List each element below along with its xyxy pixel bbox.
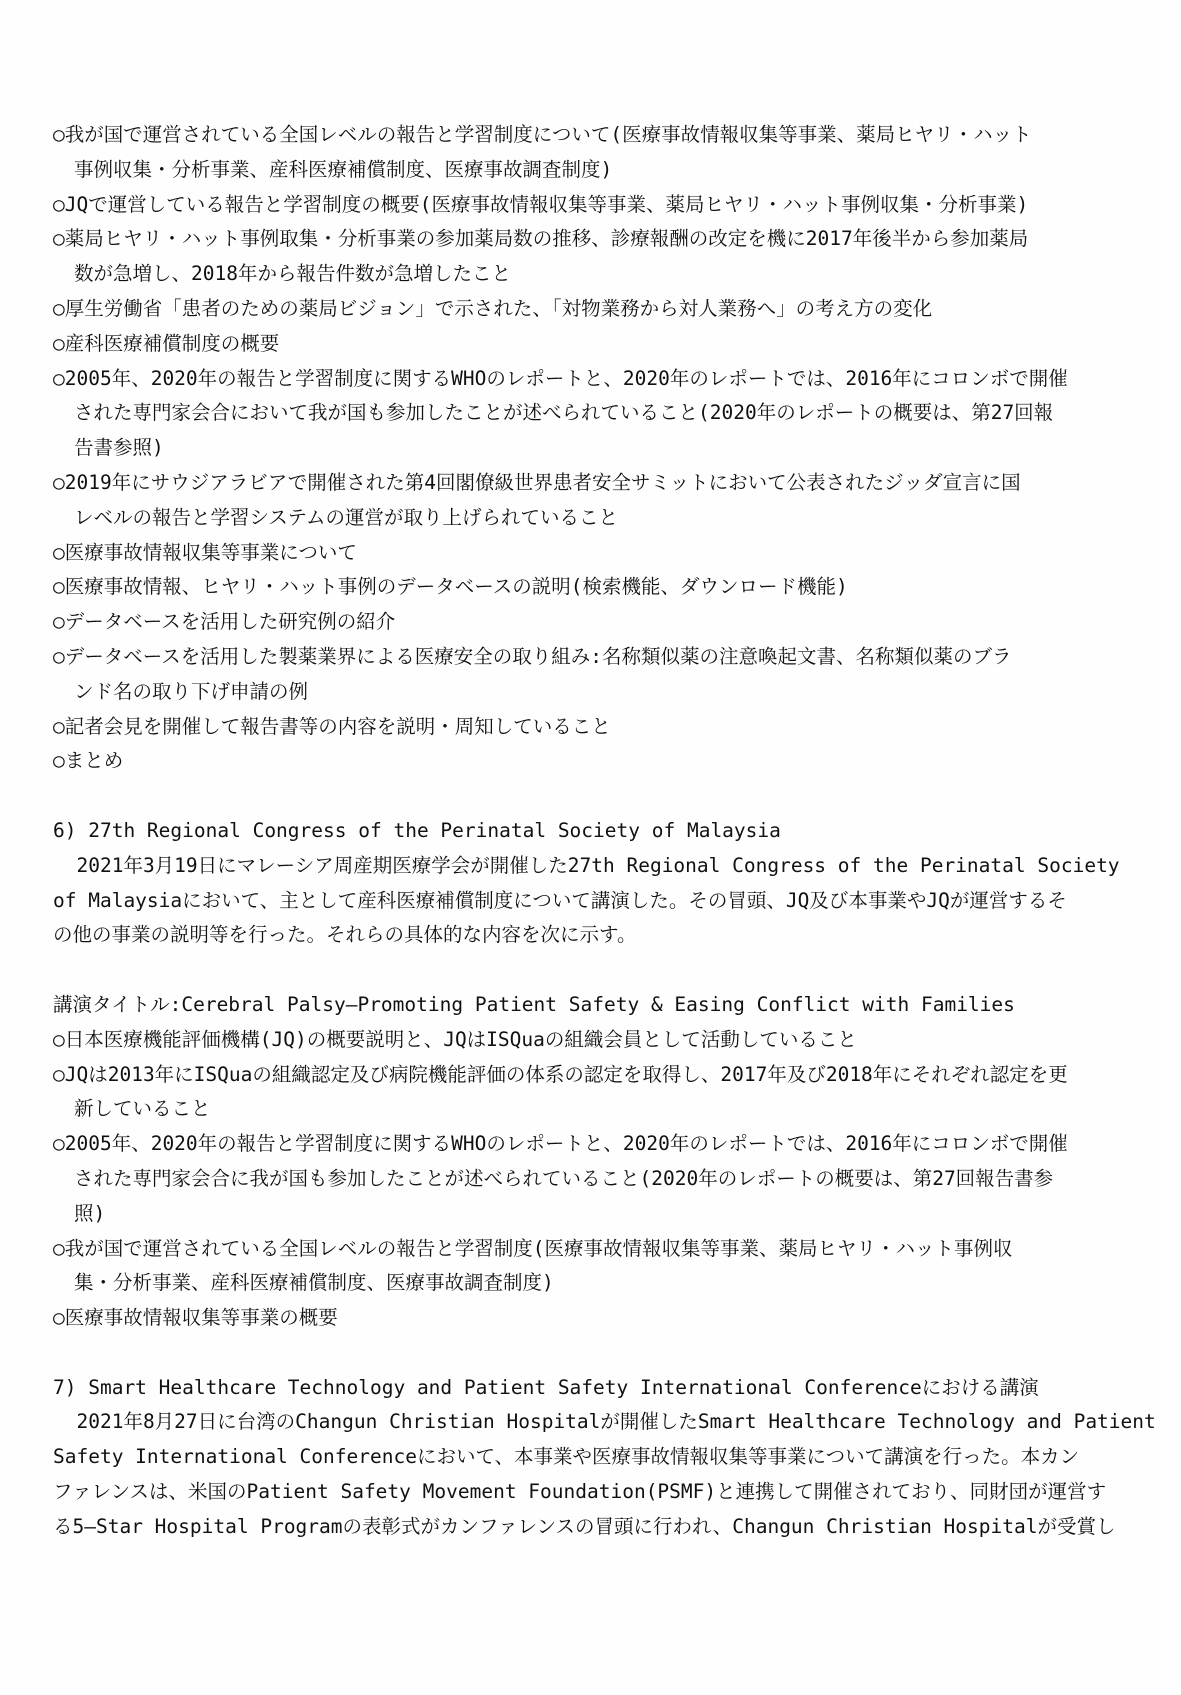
spacer	[53, 953, 1153, 988]
paragraph-line: の他の事業の説明等を行った。それらの具体的な内容を次に示す。	[53, 923, 637, 947]
bullet-line: ○まとめ	[53, 749, 124, 773]
bullet-line: ○2005年、2020年の報告と学習制度に関するWHOのレポートと、2020年のレポートでは、2016年にコロンボで開催	[53, 366, 1068, 390]
bullet-line: ○我が国で運営されている全国レベルの報告と学習制度(医療事故情報収集等事業、薬局ヒヤリ・ハット事例収	[53, 1236, 1013, 1260]
bullet-line: ○医療事故情報収集等事業の概要	[53, 1306, 338, 1330]
section-heading: 7) Smart Healthcare Technology and Patient Safety International Conferenceにおける講演	[53, 1375, 1039, 1399]
list-item	[53, 222, 1153, 292]
list-item	[53, 1127, 1153, 1231]
bullet-continuation: 新していること	[74, 1097, 211, 1121]
list-item	[53, 118, 1153, 188]
bullet-line: ○薬局ヒヤリ・ハット事例取集・分析事業の参加薬局数の推移、診療報酬の改定を機に2017年後半から参加薬局	[53, 227, 1029, 251]
list-item	[53, 710, 1153, 745]
bullet-line: ○JQで運営している報告と学習制度の概要(医療事故情報収集等事業、薬局ヒヤリ・ハット事例収集・分析事業)	[53, 192, 1029, 216]
bullet-continuation: 照)	[74, 1201, 106, 1225]
list-item	[53, 188, 1153, 223]
paragraph-line: ファレンスは、米国のPatient Safety Movement Foundation(PSMF)と連携して開催されており、同財団が運営す	[53, 1480, 1107, 1504]
list-item	[53, 327, 1153, 362]
list-item	[53, 466, 1153, 536]
bullet-line: ○2019年にサウジアラビアで開催された第4回閣僚級世界患者安全サミットにおいて公表されたジッダ宣言に国	[53, 470, 1021, 494]
bullet-line: ○医療事故情報収集等事業について	[53, 540, 357, 564]
list-item	[53, 1058, 1153, 1128]
bullet-line: ○2005年、2020年の報告と学習制度に関するWHOのレポートと、2020年のレポートでは、2016年にコロンボで開催	[53, 1132, 1068, 1156]
bullet-line: ○データベースを活用した製薬業界による医療安全の取り組み:名称類似薬の注意喚起文書、名称類似薬のブラ	[53, 644, 1012, 668]
list-item	[53, 292, 1153, 327]
bullet-continuation: 数が急増し、2018年から報告件数が急増したこと	[74, 262, 511, 286]
bullet-continuation: 集・分析事業、産科医療補償制度、医療事故調査制度)	[74, 1271, 554, 1295]
spacer	[53, 1336, 1153, 1371]
paragraph-line: of Malaysiaにおいて、主として産科医療補償制度について講演した。その冒頭、JQ及び本事業やJQが運営するそ	[53, 888, 1067, 912]
bullet-line: ○JQは2013年にISQuaの組織認定及び病院機能評価の体系の認定を取得し、2017年及び2018年にそれぞれ認定を更	[53, 1062, 1068, 1086]
bullet-continuation: された専門家会合に我が国も参加したことが述べられていること(2020年のレポートの概要は、第27回報告書参	[74, 1166, 1054, 1190]
bullet-continuation: 告書参照)	[74, 436, 164, 460]
bullet-line: ○医療事故情報、ヒヤリ・ハット事例のデータベースの説明(検索機能、ダウンロード機能)	[53, 575, 848, 599]
list-item	[53, 744, 1153, 779]
paragraph-line: 2021年3月19日にマレーシア周産期医療学会が開催した27th Regional Congress of the Perinatal Society	[53, 853, 1120, 877]
bullet-line: ○記者会見を開催して報告書等の内容を説明・周知していること	[53, 714, 611, 738]
section-heading: 6) 27th Regional Congress of the Perinatal Society of Malaysia	[53, 818, 781, 842]
list-item	[53, 640, 1153, 710]
bullet-line: ○データベースを活用した研究例の紹介	[53, 610, 396, 634]
list-item	[53, 605, 1153, 640]
section6-bullet-list	[53, 1023, 1153, 1336]
talk-title: 講演タイトル:Cerebral Palsy—Promoting Patient Safety & Easing Conflict with Families	[53, 992, 1015, 1016]
bullet-line: ○産科医療補償制度の概要	[53, 331, 280, 355]
bullet-line: ○厚生労働省「患者のための薬局ビジョン」で示された、「対物業務から対人業務へ」の考え方の変化	[53, 296, 933, 320]
list-item	[53, 1023, 1153, 1058]
list-item	[53, 1232, 1153, 1302]
document-page	[53, 118, 1156, 1545]
paragraph-line: 2021年8月27日に台湾のChangun Christian Hospitalが開催したSmart Healthcare Technology and Patient	[53, 1410, 1156, 1434]
list-item	[53, 1301, 1153, 1336]
spacer	[53, 779, 1153, 814]
list-item	[53, 536, 1153, 571]
bullet-line: ○日本医療機能評価機構(JQ)の概要説明と、JQはISQuaの組織会員として活動していること	[53, 1027, 857, 1051]
bullet-continuation: ンド名の取り下げ申請の例	[74, 679, 309, 703]
list-item	[53, 570, 1153, 605]
section5-bullet-list	[53, 118, 1153, 779]
section-7	[53, 1371, 1156, 1545]
bullet-continuation: 事例収集・分析事業、産科医療補償制度、医療事故調査制度)	[74, 157, 613, 181]
paragraph-line: る5—Star Hospital Programの表彰式がカンファレンスの冒頭に行われ、Changun Christian Hospitalが受賞し	[53, 1514, 1116, 1538]
bullet-continuation: レベルの報告と学習システムの運営が取り上げられていること	[74, 505, 619, 529]
section-6	[53, 814, 1153, 1336]
list-item	[53, 362, 1153, 466]
bullet-line: ○我が国で運営されている全国レベルの報告と学習制度について(医療事故情報収集等事業、薬局ヒヤリ・ハット	[53, 123, 1032, 146]
bullet-continuation: された専門家会合において我が国も参加したことが述べられていること(2020年のレポートの概要は、第27回報	[74, 401, 1054, 425]
paragraph-line: Safety International Conferenceにおいて、本事業や医療事故情報収集等事業について講演を行った。本カン	[53, 1445, 1080, 1469]
